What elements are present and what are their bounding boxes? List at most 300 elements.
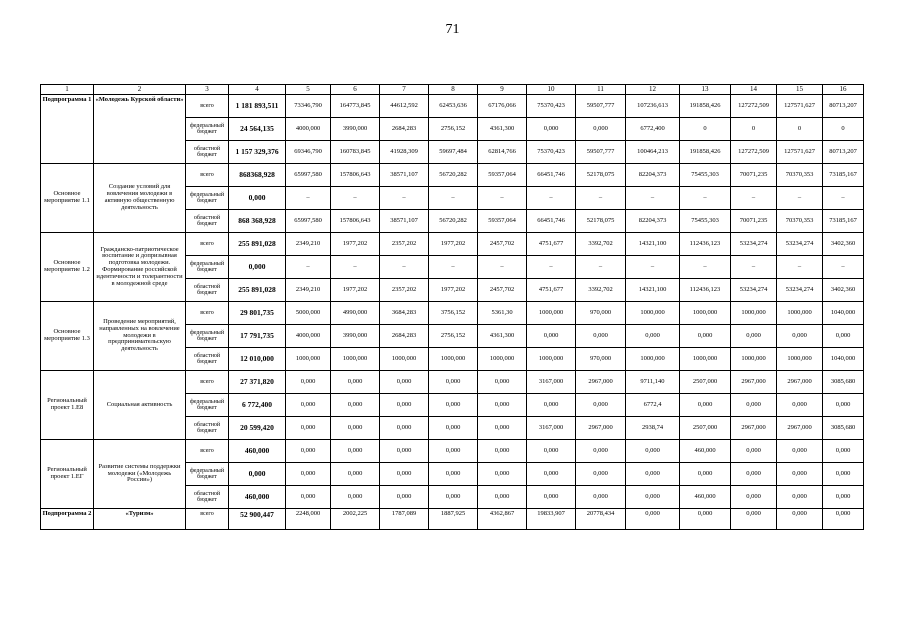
year-value: 0,000: [576, 463, 626, 486]
column-number-13: 13: [680, 85, 731, 95]
year-value: 4990,000: [331, 302, 380, 325]
year-value: 0,000: [680, 325, 731, 348]
year-value: 0,000: [478, 417, 527, 440]
year-value: 3990,000: [331, 118, 380, 141]
year-value: 0,000: [626, 440, 680, 463]
year-value: 2967,000: [731, 371, 777, 394]
year-value: 73185,167: [823, 210, 864, 233]
year-value: 1000,000: [777, 348, 823, 371]
year-value: 2938,74: [626, 417, 680, 440]
year-value: 1040,000: [823, 302, 864, 325]
year-value: 112436,123: [680, 233, 731, 256]
total-value: 27 371,820: [229, 371, 286, 394]
year-value: –: [626, 256, 680, 279]
year-value: 0,000: [823, 486, 864, 509]
year-value: 65997,580: [286, 210, 331, 233]
year-value: –: [331, 187, 380, 210]
year-value: 2349,210: [286, 233, 331, 256]
year-value: 53234,274: [731, 279, 777, 302]
year-value: 1977,202: [429, 233, 478, 256]
year-value: 0,000: [331, 440, 380, 463]
year-value: 0,000: [731, 394, 777, 417]
year-value: –: [527, 256, 576, 279]
year-value: 59357,064: [478, 164, 527, 187]
funding-source: федеральный бюджет: [186, 463, 229, 486]
year-value: 0,000: [478, 440, 527, 463]
year-value: 4361,300: [478, 325, 527, 348]
year-value: 82204,373: [626, 210, 680, 233]
year-value: 191858,426: [680, 95, 731, 118]
year-value: 0,000: [731, 509, 777, 530]
table-row: [41, 440, 864, 463]
table-row: [41, 164, 864, 187]
year-value: 0,000: [527, 463, 576, 486]
year-value: 2684,283: [380, 325, 429, 348]
total-value: 255 891,028: [229, 233, 286, 256]
year-value: 14321,100: [626, 233, 680, 256]
funding-source: всего: [186, 164, 229, 187]
year-value: 107236,613: [626, 95, 680, 118]
total-value: 12 010,000: [229, 348, 286, 371]
year-value: 65997,580: [286, 164, 331, 187]
total-value: 460,000: [229, 440, 286, 463]
year-value: 0,000: [380, 486, 429, 509]
year-value: 0,000: [527, 394, 576, 417]
section-label: Региональный проект 1.ЕГ: [41, 440, 94, 509]
funding-source: областной бюджет: [186, 279, 229, 302]
section-name: Проведение мероприятий, направленных на вовлечение молодежи в предпринимательскую деятельность: [94, 302, 186, 371]
total-value: 1 181 893,511: [229, 95, 286, 118]
year-value: 460,000: [680, 440, 731, 463]
total-value: 868368,928: [229, 164, 286, 187]
year-value: 2756,152: [429, 325, 478, 348]
year-value: 38571,107: [380, 164, 429, 187]
year-value: 3756,152: [429, 302, 478, 325]
funding-source: федеральный бюджет: [186, 187, 229, 210]
year-value: 0,000: [527, 118, 576, 141]
year-value: 2684,283: [380, 118, 429, 141]
year-value: 0,000: [823, 325, 864, 348]
column-number-10: 10: [527, 85, 576, 95]
year-value: 0,000: [478, 463, 527, 486]
funding-source: всего: [186, 509, 229, 530]
funding-source: областной бюджет: [186, 210, 229, 233]
year-value: 2507,000: [680, 417, 731, 440]
year-value: 460,000: [680, 486, 731, 509]
year-value: 0,000: [731, 486, 777, 509]
year-value: 127272,509: [731, 95, 777, 118]
year-value: –: [680, 256, 731, 279]
total-value: 0,000: [229, 463, 286, 486]
year-value: –: [429, 187, 478, 210]
year-value: 127272,509: [731, 141, 777, 164]
column-number-4: 4: [229, 85, 286, 95]
year-value: 70071,235: [731, 210, 777, 233]
year-value: 160783,845: [331, 141, 380, 164]
section-label: Региональный проект 1.Е8: [41, 371, 94, 440]
column-number-2: 2: [94, 85, 186, 95]
year-value: 0,000: [576, 118, 626, 141]
year-value: 2248,000: [286, 509, 331, 530]
year-value: 0,000: [331, 394, 380, 417]
funding-source: всего: [186, 371, 229, 394]
year-value: 0,000: [680, 509, 731, 530]
year-value: 4000,000: [286, 325, 331, 348]
year-value: –: [576, 256, 626, 279]
year-value: 157806,643: [331, 164, 380, 187]
year-value: 2967,000: [576, 417, 626, 440]
total-value: 0,000: [229, 187, 286, 210]
year-value: 4361,300: [478, 118, 527, 141]
year-value: 2967,000: [777, 417, 823, 440]
funding-source: областной бюджет: [186, 486, 229, 509]
year-value: 44612,592: [380, 95, 429, 118]
year-value: 0,000: [680, 394, 731, 417]
year-value: 1000,000: [527, 348, 576, 371]
year-value: 0,000: [286, 486, 331, 509]
total-value: 255 891,028: [229, 279, 286, 302]
column-number-1: 1: [41, 85, 94, 95]
year-value: 66451,746: [527, 210, 576, 233]
year-value: 1977,202: [331, 279, 380, 302]
year-value: 73346,790: [286, 95, 331, 118]
funding-source: областной бюджет: [186, 348, 229, 371]
year-value: 0,000: [429, 486, 478, 509]
year-value: 1040,000: [823, 348, 864, 371]
year-value: 70370,353: [777, 164, 823, 187]
year-value: 3684,283: [380, 302, 429, 325]
funding-source: всего: [186, 302, 229, 325]
year-value: 3402,360: [823, 233, 864, 256]
year-value: 1000,000: [286, 348, 331, 371]
year-value: 2457,702: [478, 279, 527, 302]
column-number-3: 3: [186, 85, 229, 95]
year-value: 59507,777: [576, 95, 626, 118]
table-row: [41, 95, 864, 118]
year-value: 0,000: [286, 463, 331, 486]
year-value: 0,000: [777, 486, 823, 509]
year-value: 0,000: [731, 463, 777, 486]
year-value: 2756,152: [429, 118, 478, 141]
year-value: 1787,089: [380, 509, 429, 530]
year-value: 52178,075: [576, 210, 626, 233]
year-value: 75370,423: [527, 95, 576, 118]
table-row: [41, 233, 864, 256]
year-value: 0,000: [576, 325, 626, 348]
year-value: 1000,000: [626, 302, 680, 325]
total-value: 0,000: [229, 256, 286, 279]
column-number-8: 8: [429, 85, 478, 95]
total-value: 868 368,928: [229, 210, 286, 233]
funding-source: всего: [186, 440, 229, 463]
year-value: 0,000: [429, 440, 478, 463]
section-name: «Молодежь Курской области»: [94, 95, 186, 164]
year-value: –: [777, 187, 823, 210]
year-value: 4751,677: [527, 279, 576, 302]
year-value: 67176,066: [478, 95, 527, 118]
total-value: 20 599,420: [229, 417, 286, 440]
year-value: 1000,000: [777, 302, 823, 325]
year-value: 5000,000: [286, 302, 331, 325]
funding-source: федеральный бюджет: [186, 118, 229, 141]
year-value: 3085,680: [823, 371, 864, 394]
year-value: –: [478, 256, 527, 279]
year-value: 3392,702: [576, 233, 626, 256]
year-value: 1000,000: [478, 348, 527, 371]
year-value: 0,000: [527, 440, 576, 463]
column-number-9: 9: [478, 85, 527, 95]
year-value: 1000,000: [626, 348, 680, 371]
year-value: 0,000: [777, 463, 823, 486]
total-value: 1 157 329,376: [229, 141, 286, 164]
total-value: 6 772,400: [229, 394, 286, 417]
year-value: 0,000: [731, 440, 777, 463]
column-number-11: 11: [576, 85, 626, 95]
year-value: 0,000: [478, 394, 527, 417]
year-value: 70071,235: [731, 164, 777, 187]
year-value: 56720,282: [429, 164, 478, 187]
year-value: 0,000: [478, 371, 527, 394]
year-value: 0,000: [286, 417, 331, 440]
year-value: 59697,484: [429, 141, 478, 164]
year-value: 970,000: [576, 348, 626, 371]
year-value: 6772,400: [626, 118, 680, 141]
year-value: 157806,643: [331, 210, 380, 233]
year-value: –: [527, 187, 576, 210]
year-value: 2457,702: [478, 233, 527, 256]
year-value: 0,000: [331, 417, 380, 440]
table-row: [41, 371, 864, 394]
year-value: 38571,107: [380, 210, 429, 233]
year-value: 1977,202: [429, 279, 478, 302]
table-row: [41, 302, 864, 325]
year-value: 4362,867: [478, 509, 527, 530]
section-name: Создание условий для вовлечения молодежи в активную общественную деятельность: [94, 164, 186, 233]
year-value: 4751,677: [527, 233, 576, 256]
budget-table: [40, 84, 864, 530]
year-value: 66451,746: [527, 164, 576, 187]
total-value: 29 801,735: [229, 302, 286, 325]
year-value: –: [777, 256, 823, 279]
total-value: 17 791,735: [229, 325, 286, 348]
year-value: 1000,000: [527, 302, 576, 325]
year-value: 0,000: [823, 394, 864, 417]
funding-source: федеральный бюджет: [186, 394, 229, 417]
year-value: 0,000: [380, 371, 429, 394]
year-value: 0: [777, 118, 823, 141]
year-value: 59357,064: [478, 210, 527, 233]
year-value: –: [286, 256, 331, 279]
year-value: 75370,423: [527, 141, 576, 164]
year-value: 164773,845: [331, 95, 380, 118]
funding-source: федеральный бюджет: [186, 256, 229, 279]
year-value: 2357,202: [380, 233, 429, 256]
year-value: 80713,207: [823, 141, 864, 164]
year-value: 0,000: [823, 509, 864, 530]
funding-source: областной бюджет: [186, 141, 229, 164]
year-value: 62814,766: [478, 141, 527, 164]
column-number-5: 5: [286, 85, 331, 95]
year-value: 0,000: [731, 325, 777, 348]
year-value: –: [823, 187, 864, 210]
year-value: 9711,140: [626, 371, 680, 394]
year-value: 0,000: [777, 394, 823, 417]
year-value: 1000,000: [429, 348, 478, 371]
year-value: 0,000: [626, 463, 680, 486]
year-value: 0,000: [380, 440, 429, 463]
year-value: 53234,274: [777, 279, 823, 302]
year-value: 2002,225: [331, 509, 380, 530]
year-value: 0,000: [576, 486, 626, 509]
year-value: –: [626, 187, 680, 210]
year-value: 2357,202: [380, 279, 429, 302]
year-value: 3990,000: [331, 325, 380, 348]
year-value: 53234,274: [777, 233, 823, 256]
year-value: 2349,210: [286, 279, 331, 302]
year-value: 0,000: [429, 417, 478, 440]
year-value: 0,000: [286, 371, 331, 394]
section-label: Основное мероприятие 1.2: [41, 233, 94, 302]
year-value: 1000,000: [380, 348, 429, 371]
year-value: 0,000: [626, 325, 680, 348]
year-value: 70370,353: [777, 210, 823, 233]
year-value: 0,000: [331, 463, 380, 486]
year-value: 14321,100: [626, 279, 680, 302]
year-value: 0,000: [429, 463, 478, 486]
section-name: Гражданско-патриотическое воспитание и допризывная подготовка молодежи. Формирование российской идентичности и толерантности в молодежной среде: [94, 233, 186, 302]
year-value: 0,000: [626, 509, 680, 530]
column-number-16: 16: [823, 85, 864, 95]
year-value: 2967,000: [576, 371, 626, 394]
year-value: 1000,000: [731, 348, 777, 371]
year-value: 73185,167: [823, 164, 864, 187]
year-value: 1977,202: [331, 233, 380, 256]
year-value: –: [380, 256, 429, 279]
year-value: 0,000: [527, 325, 576, 348]
year-value: –: [731, 187, 777, 210]
total-value: 24 564,135: [229, 118, 286, 141]
year-value: 1887,925: [429, 509, 478, 530]
year-value: 4000,000: [286, 118, 331, 141]
column-number-12: 12: [626, 85, 680, 95]
section-name: Развитие системы поддержки молодежи («Молодежь России»): [94, 440, 186, 509]
table-row: [41, 509, 864, 530]
year-value: 0,000: [777, 325, 823, 348]
year-value: 112436,123: [680, 279, 731, 302]
year-value: –: [731, 256, 777, 279]
year-value: 0,000: [380, 394, 429, 417]
year-value: 0: [731, 118, 777, 141]
year-value: 0,000: [527, 486, 576, 509]
year-value: 0,000: [331, 371, 380, 394]
year-value: 3167,000: [527, 371, 576, 394]
year-value: –: [331, 256, 380, 279]
year-value: –: [576, 187, 626, 210]
section-label: Основное мероприятие 1.3: [41, 302, 94, 371]
year-value: 1000,000: [331, 348, 380, 371]
year-value: –: [429, 256, 478, 279]
year-value: 75455,303: [680, 210, 731, 233]
year-value: 6772,4: [626, 394, 680, 417]
year-value: 3167,000: [527, 417, 576, 440]
year-value: 0,000: [478, 486, 527, 509]
section-label: Подпрограмма 2: [41, 509, 94, 530]
section-name: «Туризм»: [94, 509, 186, 530]
year-value: 2967,000: [777, 371, 823, 394]
year-value: 3085,680: [823, 417, 864, 440]
year-value: 1000,000: [731, 302, 777, 325]
year-value: 3392,702: [576, 279, 626, 302]
year-value: 56720,282: [429, 210, 478, 233]
year-value: 0,000: [380, 417, 429, 440]
column-number-15: 15: [777, 85, 823, 95]
year-value: 1000,000: [680, 348, 731, 371]
year-value: –: [286, 187, 331, 210]
year-value: 0,000: [823, 440, 864, 463]
year-value: 127571,627: [777, 141, 823, 164]
year-value: 52178,075: [576, 164, 626, 187]
total-value: 460,000: [229, 486, 286, 509]
year-value: 0,000: [286, 440, 331, 463]
year-value: 0,000: [429, 394, 478, 417]
year-value: 2967,000: [731, 417, 777, 440]
section-label: Подпрограмма 1: [41, 95, 94, 164]
section-label: Основное мероприятие 1.1: [41, 164, 94, 233]
year-value: 53234,274: [731, 233, 777, 256]
year-value: 62453,636: [429, 95, 478, 118]
year-value: 41928,309: [380, 141, 429, 164]
year-value: 0,000: [576, 440, 626, 463]
funding-source: федеральный бюджет: [186, 325, 229, 348]
year-value: –: [380, 187, 429, 210]
funding-source: областной бюджет: [186, 417, 229, 440]
year-value: 0,000: [626, 486, 680, 509]
year-value: –: [680, 187, 731, 210]
column-number-7: 7: [380, 85, 429, 95]
year-value: 100464,213: [626, 141, 680, 164]
year-value: 970,000: [576, 302, 626, 325]
year-value: 19833,907: [527, 509, 576, 530]
year-value: 0,000: [380, 463, 429, 486]
column-number-6: 6: [331, 85, 380, 95]
year-value: 2507,000: [680, 371, 731, 394]
header-row: [41, 85, 864, 95]
year-value: 0,000: [576, 394, 626, 417]
year-value: 0,000: [823, 463, 864, 486]
year-value: 0,000: [680, 463, 731, 486]
year-value: 82204,373: [626, 164, 680, 187]
column-number-14: 14: [731, 85, 777, 95]
year-value: 0,000: [286, 394, 331, 417]
year-value: 0,000: [777, 509, 823, 530]
year-value: 191858,426: [680, 141, 731, 164]
year-value: 0,000: [331, 486, 380, 509]
year-value: 69346,790: [286, 141, 331, 164]
total-value: 52 900,447: [229, 509, 286, 530]
year-value: 5361,30: [478, 302, 527, 325]
page-number: 71: [445, 22, 460, 37]
year-value: 59507,777: [576, 141, 626, 164]
year-value: 3402,360: [823, 279, 864, 302]
year-value: 127571,627: [777, 95, 823, 118]
year-value: 0,000: [777, 440, 823, 463]
funding-source: всего: [186, 95, 229, 118]
year-value: 80713,207: [823, 95, 864, 118]
year-value: 0,000: [429, 371, 478, 394]
year-value: 75455,303: [680, 164, 731, 187]
funding-source: всего: [186, 233, 229, 256]
year-value: –: [478, 187, 527, 210]
